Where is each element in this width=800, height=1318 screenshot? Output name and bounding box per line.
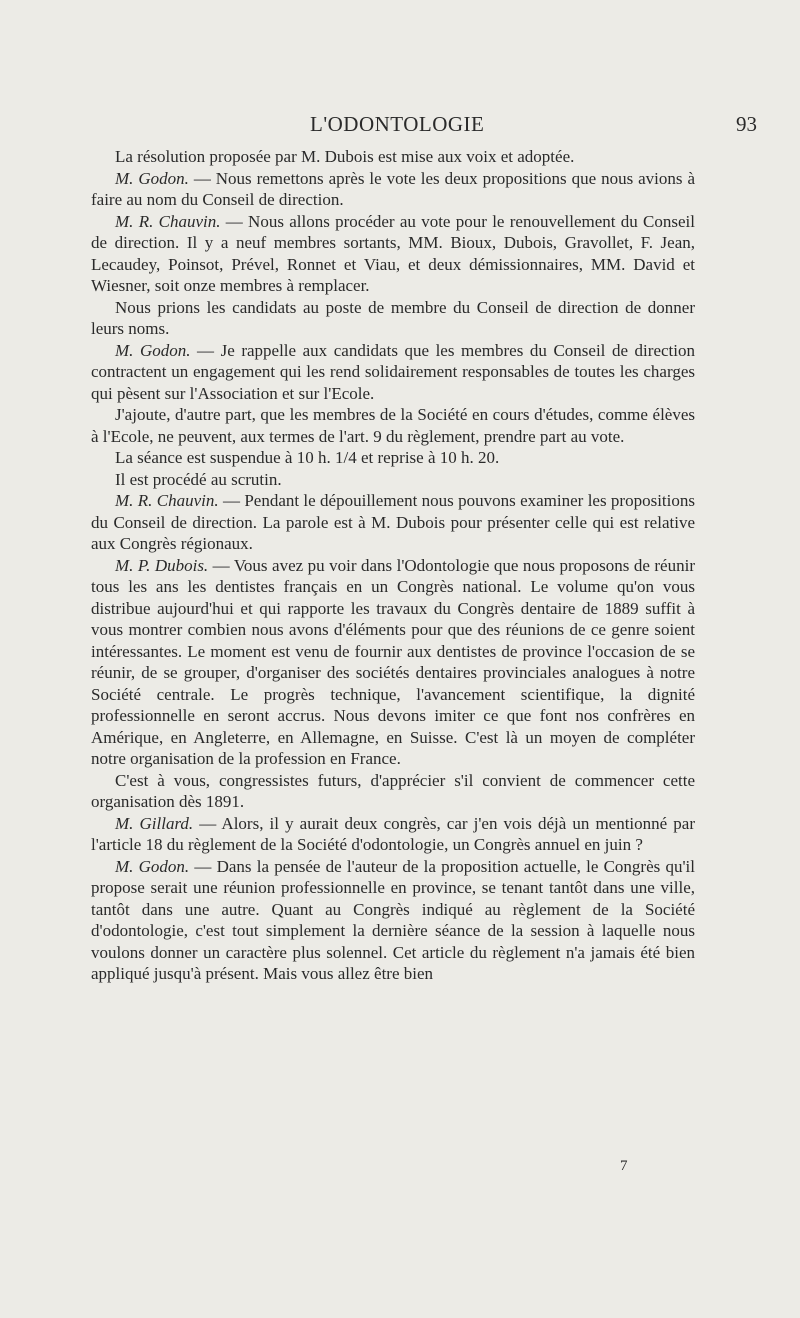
speaker-name: M. Godon. <box>115 340 191 360</box>
speaker-name: M. R. Chauvin. <box>115 211 221 231</box>
paragraph <box>91 340 695 405</box>
paragraph <box>91 297 695 340</box>
paragraph-text: La résolution proposée par M. Dubois est mise aux voix et adoptée. <box>115 147 575 166</box>
speaker-name: M. P. Dubois. <box>115 555 209 575</box>
paragraph <box>91 856 695 985</box>
paragraph <box>91 770 695 813</box>
speaker-name: M. R. Chauvin. <box>115 491 219 510</box>
page-number: 93 <box>736 112 757 136</box>
page-header <box>0 110 800 140</box>
paragraph <box>91 813 695 856</box>
paragraph <box>91 490 695 555</box>
paragraph <box>91 469 695 491</box>
paragraph-text: — Vous avez pu voir dans l'Odontologie que nous proposons de réunir tous les ans les dentistes français en un Congrès national. Le volume qu'on vous distribue aujourd'hui et qui rapporte les travaux du Congrès dentaire de 1889 suffit à vous montrer combien nous avons d'éléments pour que des réunions de ce genre soient intéressantes. Le moment est venu de fournir aux dentistes de province l'occasion de se réunir, de se grouper, d'organiser des sociétés dentaires provinciales analogues à notre Société centrale. Le progrès technique, l'avancement scientifique, la dignité professionnelle en seront accrus. Nous devons imiter ce que font nos confrères en Amérique, en Angleterre, en Allemagne, en Suisse. C'est là un moyen de compléter notre organisation de la profession en France. <box>91 555 695 768</box>
speaker-name: M. Godon. <box>115 168 189 188</box>
paragraph-text: Il est procédé au scrutin. <box>115 469 282 489</box>
paragraph <box>91 447 695 469</box>
paragraph <box>91 168 695 211</box>
paragraph-text: — Nous allons procéder au vote pour le renouvellement du Conseil de direction. Il y a neuf membres sortants, MM. Bioux, Dubois, Gravollet, F. Jean, Lecaudey, Poinsot, Prével, Ronnet et Viau, et deux démissionnaires, MM. David et Wiesner, soit onze membres à remplacer. <box>91 211 696 295</box>
paragraph-text: Nous prions les candidats au poste de membre du Conseil de direction de donner leurs noms. <box>91 297 695 338</box>
body-text <box>91 146 695 985</box>
paragraph-text: C'est à vous, congressistes futurs, d'apprécier s'il convient de commencer cette organisation dès 1891. <box>91 770 695 811</box>
paragraph-text: La séance est suspendue à 10 h. 1/4 et reprise à 10 h. 20. <box>115 448 500 467</box>
paragraph <box>91 555 695 770</box>
paragraph <box>91 146 695 168</box>
paragraph-text: — Nous remettons après le vote les deux propositions que nous avions à faire au nom du Conseil de direction. <box>91 168 695 209</box>
speaker-name: M. Godon. <box>115 856 190 876</box>
paragraph <box>91 404 695 447</box>
running-title: L'ODONTOLOGIE <box>310 112 485 136</box>
speaker-name: M. Gillard. <box>115 813 194 833</box>
signature-mark: 7 <box>620 1158 628 1174</box>
paragraph-text: — Pendant le dépouillement nous pouvons examiner les propositions du Conseil de direction. La parole est à M. Dubois pour présenter celle qui est relative aux Congrès régionaux. <box>91 491 695 553</box>
paragraph <box>91 211 695 297</box>
paragraph-text: — Dans la pensée de l'auteur de la proposition actuelle, le Congrès qu'il propose serait une réunion professionnelle en province, se tenant tantôt dans une ville, tantôt dans une autre. Quant au Congrès indiqué au règlement de la Société d'odontologie, c'est tout simplement la dernière séance de la session à laquelle nous voulons donner un caractère plus solennel. Cet article du règlement n'a jamais été bien appliqué jusqu'à présent. Mais vous allez être bien <box>91 856 695 983</box>
paragraph-text: — Je rappelle aux candidats que les membres du Conseil de direction contractent un engagement qui les rend solidairement responsables de toutes les charges qui pèsent sur l'Association et sur l'Ecole. <box>91 340 695 403</box>
paragraph-text: J'ajoute, d'autre part, que les membres de la Société en cours d'études, comme élèves à l'Ecole, ne peuvent, aux termes de l'art. 9 du règlement, prendre part au vote. <box>91 405 695 446</box>
paragraph-text: — Alors, il y aurait deux congrès, car j'en vois déjà un mentionné par l'article 18 du règlement de la Société d'odontologie, un Congrès annuel en juin ? <box>91 813 695 854</box>
